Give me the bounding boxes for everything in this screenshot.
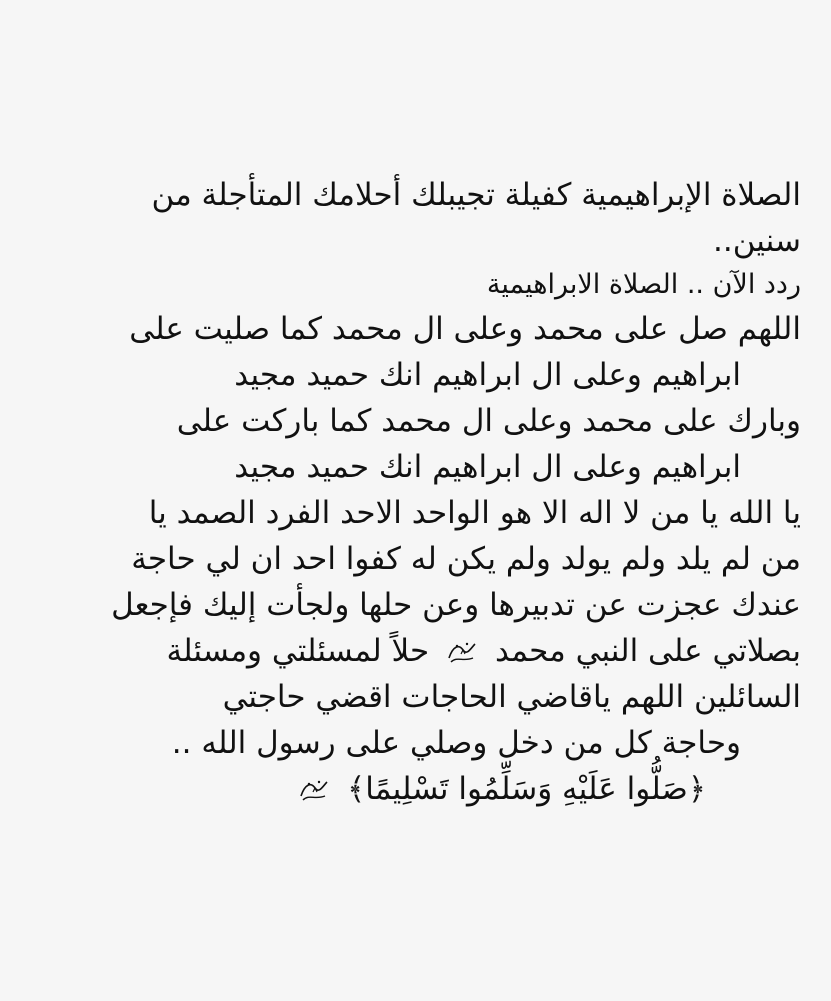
text-line-14 (31, 766, 801, 812)
text-line-12: السائلين اللهم ياقاضي الحاجات اقضي حاجتي (222, 679, 801, 715)
text-line-11-part-2: حلاً لمسئلتي ومسئلة (166, 633, 430, 669)
text-line-3: ردد الآن .. الصلاة الابراهيمية (486, 269, 801, 300)
text-line-10: عندك عجزت عن تدبيرها وعن حلها ولجأت إليك فإجعل (111, 587, 801, 623)
prayer-text-block (31, 172, 801, 812)
text-line-11-part-1: بصلاتي على النبي محمد (494, 633, 801, 669)
text-line-9: من لم يلد ولم يولد ولم يكن له كفوا احد ان لي حاجة (131, 541, 801, 577)
quran-verse: ﴿صَلُّوا عَلَيْهِ وَسَلِّمُوا تَسْلِيمًا﴾ (347, 771, 706, 807)
text-line-1: الصلاة الإبراهيمية كفيلة تجيبلك أحلامك المتأجلة من (151, 177, 801, 213)
text-line-8: يا الله يا من لا اله الا هو الواحد الاحد الفرد الصمد يا (148, 495, 801, 531)
text-line-6: وبارك على محمد وعلى ال محمد كما باركت على (176, 403, 801, 439)
text-line-13: وحاجة كل من دخل وصلي على رسول الله .. (171, 725, 741, 761)
salawat-seal-icon-2 (297, 776, 331, 806)
salawat-seal-icon (445, 638, 479, 668)
text-line-11 (31, 628, 801, 674)
text-line-7: ابراهيم وعلى ال ابراهيم انك حميد مجيد (234, 449, 741, 485)
text-line-4: اللهم صل على محمد وعلى ال محمد كما صليت على (129, 311, 801, 347)
text-line-5: ابراهيم وعلى ال ابراهيم انك حميد مجيد (234, 357, 741, 393)
text-line-2: سنين.. (713, 223, 801, 259)
